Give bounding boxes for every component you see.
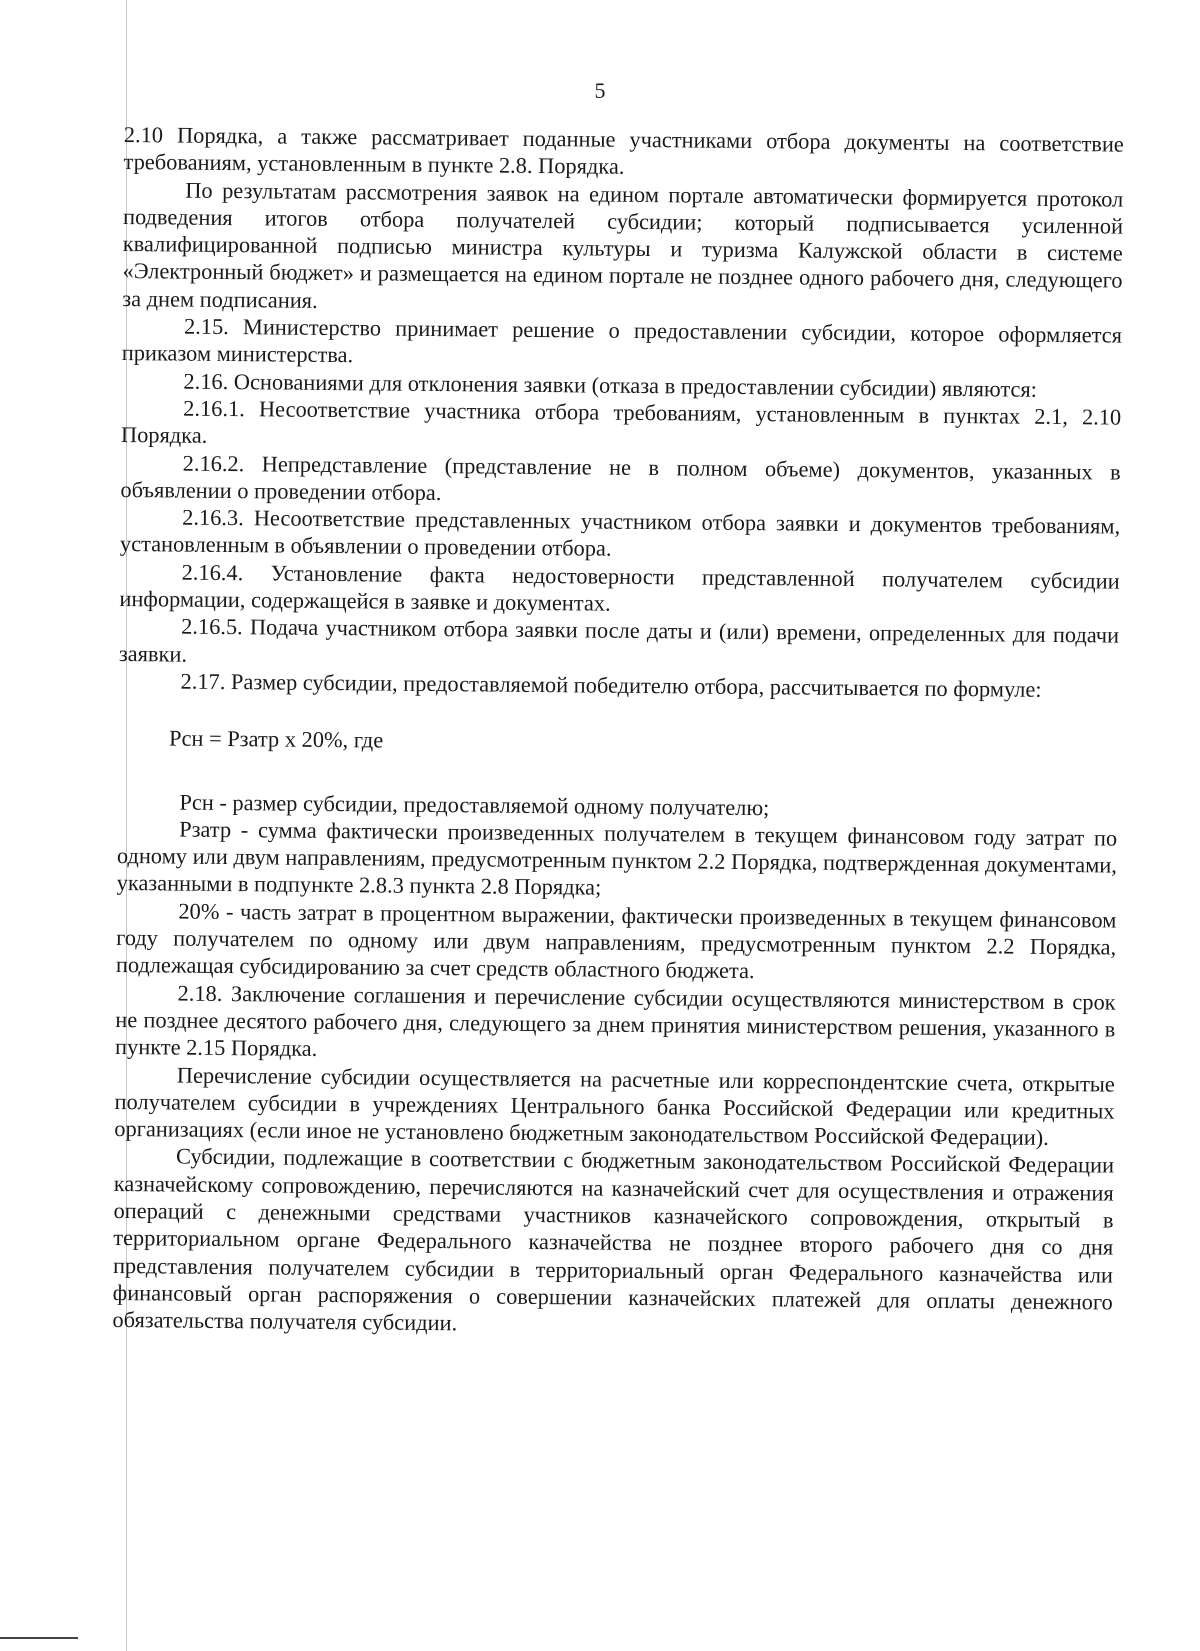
para-2-16-1: 2.16.1. Несоответствие участника отбора требованиям, установленным в пунктах 2.1, 2.10 Порядка. [120, 395, 1122, 449]
page-number: 5 [594, 78, 606, 103]
document-body [112, 121, 1124, 1343]
para-intro-continuation: 2.10 Порядка, а также рассматривает поданные участниками отбора документы на соответствие требованиям, установленным в пункте 2.8. Порядка. [123, 121, 1124, 180]
para-2-16-4: 2.16.4. Установление факта недостоверности представленной получателем субсидии информации, содержащейся в заявке и документах. [119, 559, 1120, 616]
para-2-18: 2.18. Заключение соглашения и перечисление субсидии осуществляются министерством в срок не позднее десятого рабочего дня, следующего за днем принятия министерством решения, указанного в пункте 2.15 Порядка. [114, 980, 1116, 1062]
para-treasury: Субсидии, подлежащие в соответствии с бюджетным законодательством Российской Федерации казначейскому сопровождению, перечисляются на казначейский счет для осуществления и отражения операций с денежными средствами участников казначейского сопровождения, открытый в территориальном органе Федерального казначейства не позднее второго рабочего дня со дня представления получателем субсидии в территориальный орган Федерального казначейства или финансовый орган распоряжения о совершении казначейских платежей для оплаты денежного обязательства получателя субсидии. [112, 1143, 1115, 1336]
para-2-16-2: 2.16.2. Непредставление (представление не в полном объеме) документов, указанных в объявлении о проведении отбора. [120, 450, 1121, 505]
para-2-16-5: 2.16.5. Подача участником отбора заявки после даты и (или) времени, определенных для подачи заявки. [118, 613, 1120, 667]
def-rsn: Рсн - размер субсидии, предоставляемой одному получателю; [179, 789, 770, 820]
def-rzatr: Рзатр - сумма фактически произведенных получателем в текущем финансовом году затрат по одному или двум направлениям, предусмотренным пунктом 2.2 Порядка, подтвержденная документами, указанными в подпункте 2.8.3 пункта 2.8 Порядка; [116, 816, 1118, 901]
scan-edge-mark [0, 1637, 78, 1639]
para-protocol: По результатам рассмотрения заявок на едином портале автоматически формируется протокол подведения итогов отбора получателей субсидии; который подписывается усиленной квалифицированной подписью министра культуры и туризма Калужской области в системе «Электронный бюджет» и размещается на едином портале не позднее одного рабочего дня, следующего за днем подписания. [122, 177, 1124, 313]
para-2-17: 2.17. Размер субсидии, предоставляемой победителю отбора, рассчитывается по формуле: [180, 668, 1042, 702]
para-2-15: 2.15. Министерство принимает решение о предоставлении субсидии, которое оформляется приказом министерства. [121, 313, 1123, 368]
para-2-16-3: 2.16.3. Несоответствие представленных участником отбора заявки и документов требованиям, установленным в объявлении о проведении отбора. [119, 504, 1121, 562]
subsidy-formula: Рсн = Рзатр х 20%, где [168, 725, 384, 753]
def-20-percent: 20% - часть затрат в процентном выражении, фактически произведенных в текущем финансовом году получателем по одному или двум направлениям, предусмотренным пунктом 2.2 Порядка, подлежащая субсидированию за счет средств областного бюджета. [115, 898, 1117, 984]
para-transfer: Перечисление субсидии осуществляется на расчетные или корреспондентские счета, открытые получателем субсидии в учреждениях Центрального банка Российской Федерации или кредитных организациях (если иное не установлено бюджетным законодательством Российской Федерации). [114, 1062, 1115, 1151]
para-2-16: 2.16. Основаниями для отклонения заявки (отказа в предоставлении субсидии) являются: [183, 368, 1038, 402]
